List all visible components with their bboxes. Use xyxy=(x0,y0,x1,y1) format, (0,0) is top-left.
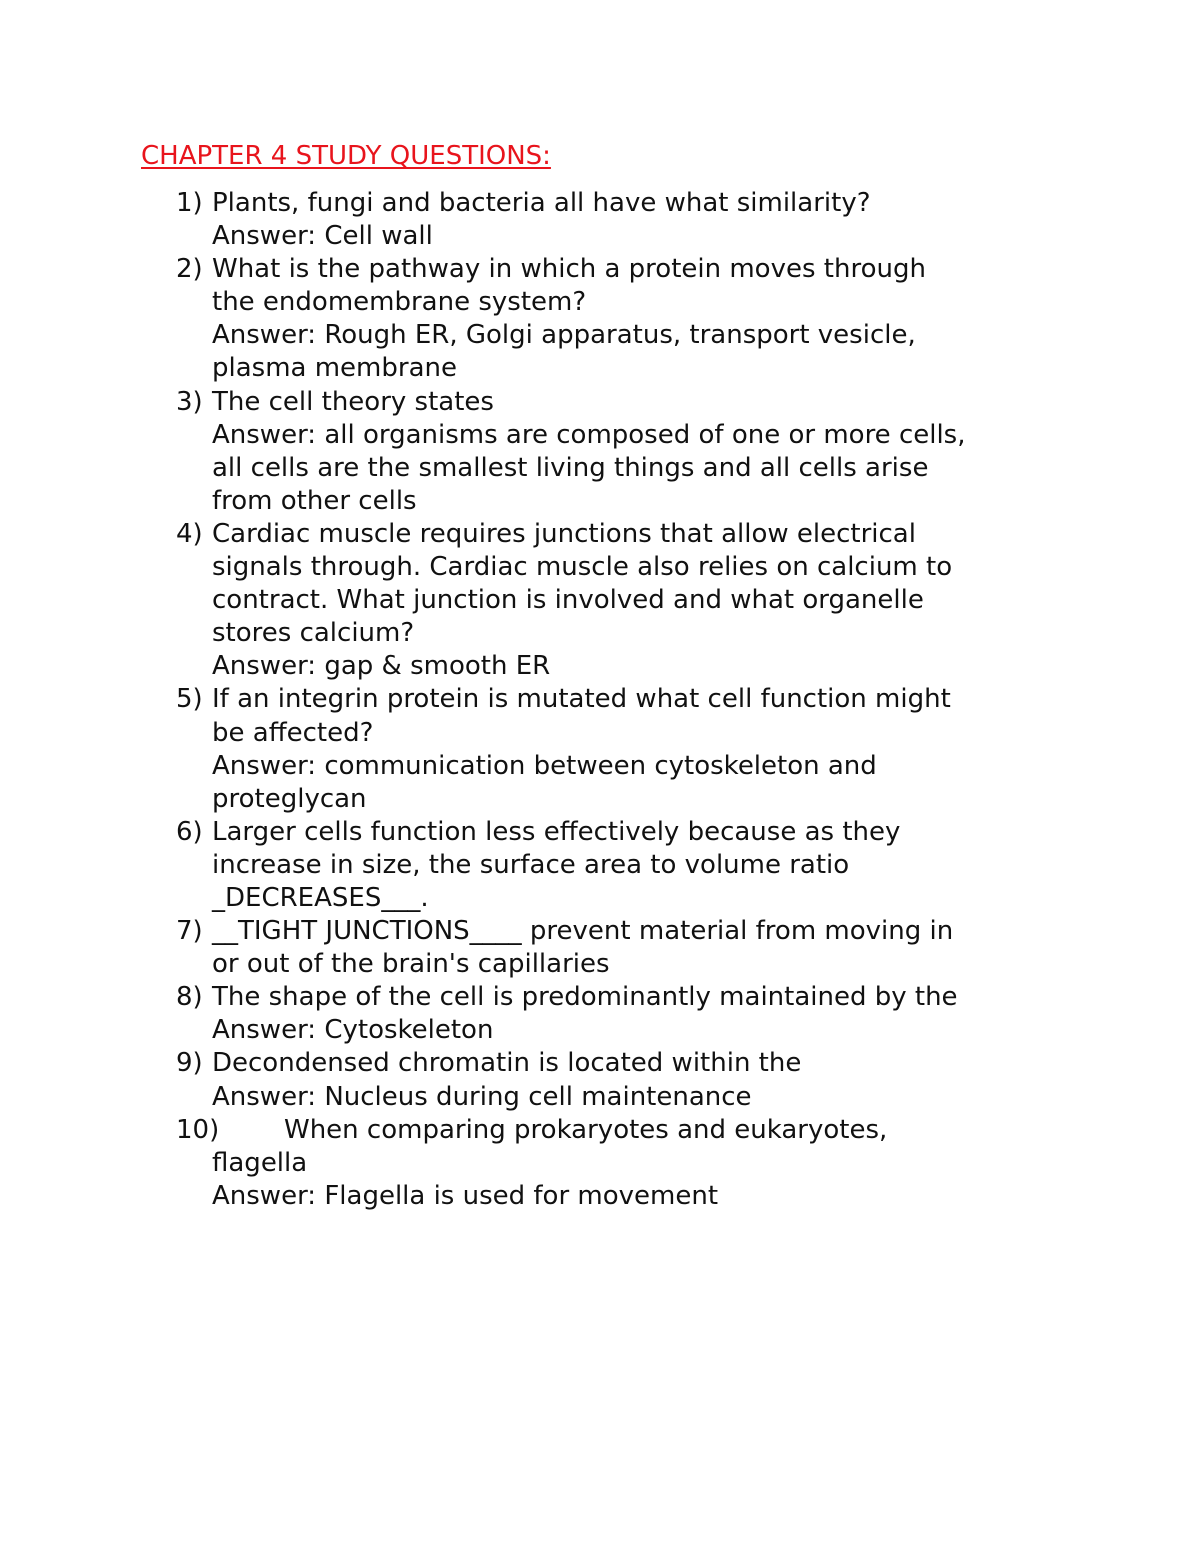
question-text: Decondensed chromatin is located within the xyxy=(212,1048,802,1079)
question-text: signals through. Cardiac muscle also relies on calcium to xyxy=(212,552,953,583)
answer-text: proteglycan xyxy=(212,783,367,814)
answer-text: from other cells xyxy=(212,485,417,516)
question-text: __TIGHT JUNCTIONS____ prevent material from moving in xyxy=(212,916,954,947)
answer-text: Answer: communication between cytoskeleton and xyxy=(212,750,877,781)
question-text: The shape of the cell is predominantly maintained by the xyxy=(212,982,958,1013)
answer-text: Answer: Cell wall xyxy=(212,221,433,252)
question-8 xyxy=(0,981,1072,1047)
question-10 xyxy=(0,1114,1072,1213)
question-text: flagella xyxy=(212,1147,308,1178)
document-title: CHAPTER 4 STUDY QUESTIONS: xyxy=(141,141,551,171)
question-number: 10) xyxy=(176,1114,220,1145)
question-number: 9) xyxy=(176,1048,203,1079)
question-text: The cell theory states xyxy=(212,386,494,417)
question-text: Cardiac muscle requires junctions that allow electrical xyxy=(212,518,916,549)
question-text: the endomembrane system? xyxy=(212,287,587,318)
question-text: Larger cells function less effectively because as they xyxy=(212,816,901,847)
question-4 xyxy=(0,518,1072,683)
question-text: What is the pathway in which a protein moves through xyxy=(212,254,926,285)
question-text: stores calcium? xyxy=(212,618,415,649)
answer-text: Answer: gap & smooth ER xyxy=(212,651,551,682)
question-7 xyxy=(0,915,1072,981)
question-text: contract. What junction is involved and what organelle xyxy=(212,585,924,616)
question-number: 4) xyxy=(176,518,203,549)
question-3 xyxy=(0,386,1072,518)
question-number: 2) xyxy=(176,254,203,285)
question-text: _DECREASES___. xyxy=(212,882,429,913)
question-number: 3) xyxy=(176,386,203,417)
question-6 xyxy=(0,816,1072,915)
question-text: Plants, fungi and bacteria all have what similarity? xyxy=(212,188,871,218)
question-9 xyxy=(0,1047,1072,1113)
question-number: 7) xyxy=(176,916,203,947)
question-text: increase in size, the surface area to volume ratio xyxy=(212,849,850,880)
question-text: If an integrin protein is mutated what cell function might xyxy=(212,684,951,715)
question-number: 5) xyxy=(176,684,203,715)
answer-text: Answer: Nucleus during cell maintenance xyxy=(212,1081,752,1112)
answer-text: all cells are the smallest living things and all cells arise xyxy=(212,452,929,483)
question-2 xyxy=(0,253,1072,385)
question-number: 1) xyxy=(176,188,203,218)
question-text: When comparing prokaryotes and eukaryotes, xyxy=(284,1114,888,1145)
question-list xyxy=(0,187,1200,1213)
question-number: 6) xyxy=(176,816,203,847)
answer-text: Answer: all organisms are composed of one or more cells, xyxy=(212,419,966,450)
question-text: or out of the brain's capillaries xyxy=(212,949,610,980)
question-number: 8) xyxy=(176,982,203,1013)
answer-text: plasma membrane xyxy=(212,353,457,384)
question-text: be affected? xyxy=(212,717,374,748)
question-5 xyxy=(0,683,1072,815)
answer-text: Answer: Cytoskeleton xyxy=(212,1015,494,1046)
answer-text: Answer: Flagella is used for movement xyxy=(212,1180,719,1211)
answer-text: Answer: Rough ER, Golgi apparatus, transport vesicle, xyxy=(212,320,916,351)
question-1 xyxy=(0,187,1072,253)
